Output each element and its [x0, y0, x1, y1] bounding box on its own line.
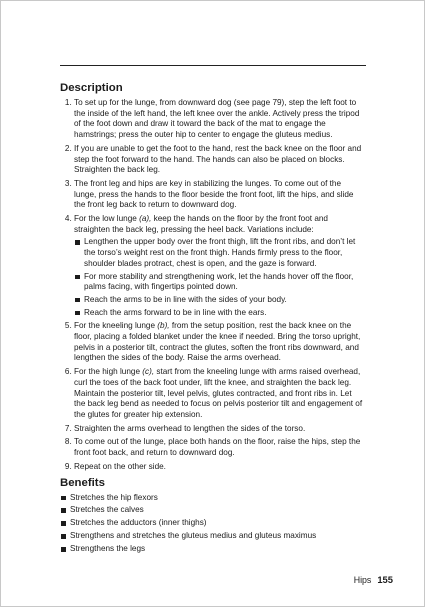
benefit-item: Strengthens and stretches the gluteus medius and gluteus maximus [60, 531, 365, 542]
variation-item: Reach the arms forward to be in line with the ears. [74, 308, 365, 319]
page-content [60, 81, 365, 557]
step-item: 3. The front leg and hips are key in stabilizing the lunges. To come out of the lunge, press the hands to the floor beside the front foot, lift the hips, and slide the front leg back to return to downward dog. [74, 179, 365, 211]
figure-ref: (b), [157, 321, 170, 331]
figure-ref: (c), [142, 367, 155, 377]
step-item: 4. For the low lunge (a), keep the hands on the floor by the front foot and straighten the back leg, pressing the heel back. Variations include: Lengthen the upper body over the front thigh, lift the front ribs, and don’t let the torso’s weight rest on the front thigh. Hands firmly press to the floor, shoulder blades protract, chest is open, and the gaze is forward. For more stability and strengthening work, let the hands hover off the floor, palms facing, with fingertips pointed down. Reach the arms to be in line with the sides of your body. Reach the arms forward to be in line with the ears. [74, 214, 365, 318]
step-item: 2. If you are unable to get the foot to the hand, rest the back knee on the floor and step the foot forward to the hand. The hands can also be placed on blocks. Straighten the back leg. [74, 144, 365, 176]
benefits-heading: Benefits [60, 476, 105, 489]
footer-section-name: Hips [353, 575, 372, 585]
step-item: 8. To come out of the lunge, place both hands on the floor, raise the hips, step the front foot back, and return to downward dog. [74, 437, 365, 458]
benefit-item: Stretches the hip flexors [60, 493, 365, 504]
top-rule [60, 65, 366, 66]
description-heading: Description [60, 82, 123, 94]
step-item: 9. Repeat on the other side. [74, 462, 365, 473]
page-number: 155 [377, 574, 393, 585]
step-item: 6. For the high lunge (c), start from the kneeling lunge with arms raised overhead, curl the toes of the back foot under, lift the knee, and straighten the back leg. Maintain the posterior tilt, level pelvis, glutes contracted, and front ribs in. Let the back leg bend as needed to focus on pelvis posterior tilt and engagement of the glutes for greater hip extension. [74, 367, 365, 421]
variation-item: Reach the arms to be in line with the sides of your body. [74, 295, 365, 306]
step-item: 1. To set up for the lunge, from downward dog (see page 79), step the left foot to the inside of the left hand, the left knee over the ankle. Actively press the tripod of the foot down and draw it toward the back of the mat to engage the hamstrings; press the outer hip to center to engage the gluteus medius. [74, 98, 365, 141]
variation-list [74, 237, 365, 318]
variation-item: For more stability and strengthening work, let the hands hover off the floor, palms facing, with fingertips pointed down. [74, 272, 365, 293]
variation-item: Lengthen the upper body over the front thigh, lift the front ribs, and don’t let the torso’s weight rest on the front thigh. Hands firmly press to the floor, shoulder blades protract, chest is open, and the gaze is forward. [74, 237, 365, 269]
description-steps [60, 98, 365, 473]
benefits-list [60, 493, 365, 555]
step-item: 5. For the kneeling lunge (b), from the setup position, rest the back knee on the floor, placing a folded blanket under the knee if needed. Bring the torso upright, pelvis in a posterior tilt, contract the glutes, soften the front ribs downward, and lengthen the sides of the body. Raise the arms overhead. [74, 321, 365, 364]
page-footer [354, 574, 393, 585]
figure-ref: (a), [139, 214, 152, 224]
benefit-item: Stretches the calves [60, 505, 365, 516]
benefit-item: Stretches the adductors (inner thighs) [60, 518, 365, 529]
step-item: 7. Straighten the arms overhead to lengthen the sides of the torso. [74, 424, 365, 435]
benefit-item: Strengthens the legs [60, 544, 365, 555]
